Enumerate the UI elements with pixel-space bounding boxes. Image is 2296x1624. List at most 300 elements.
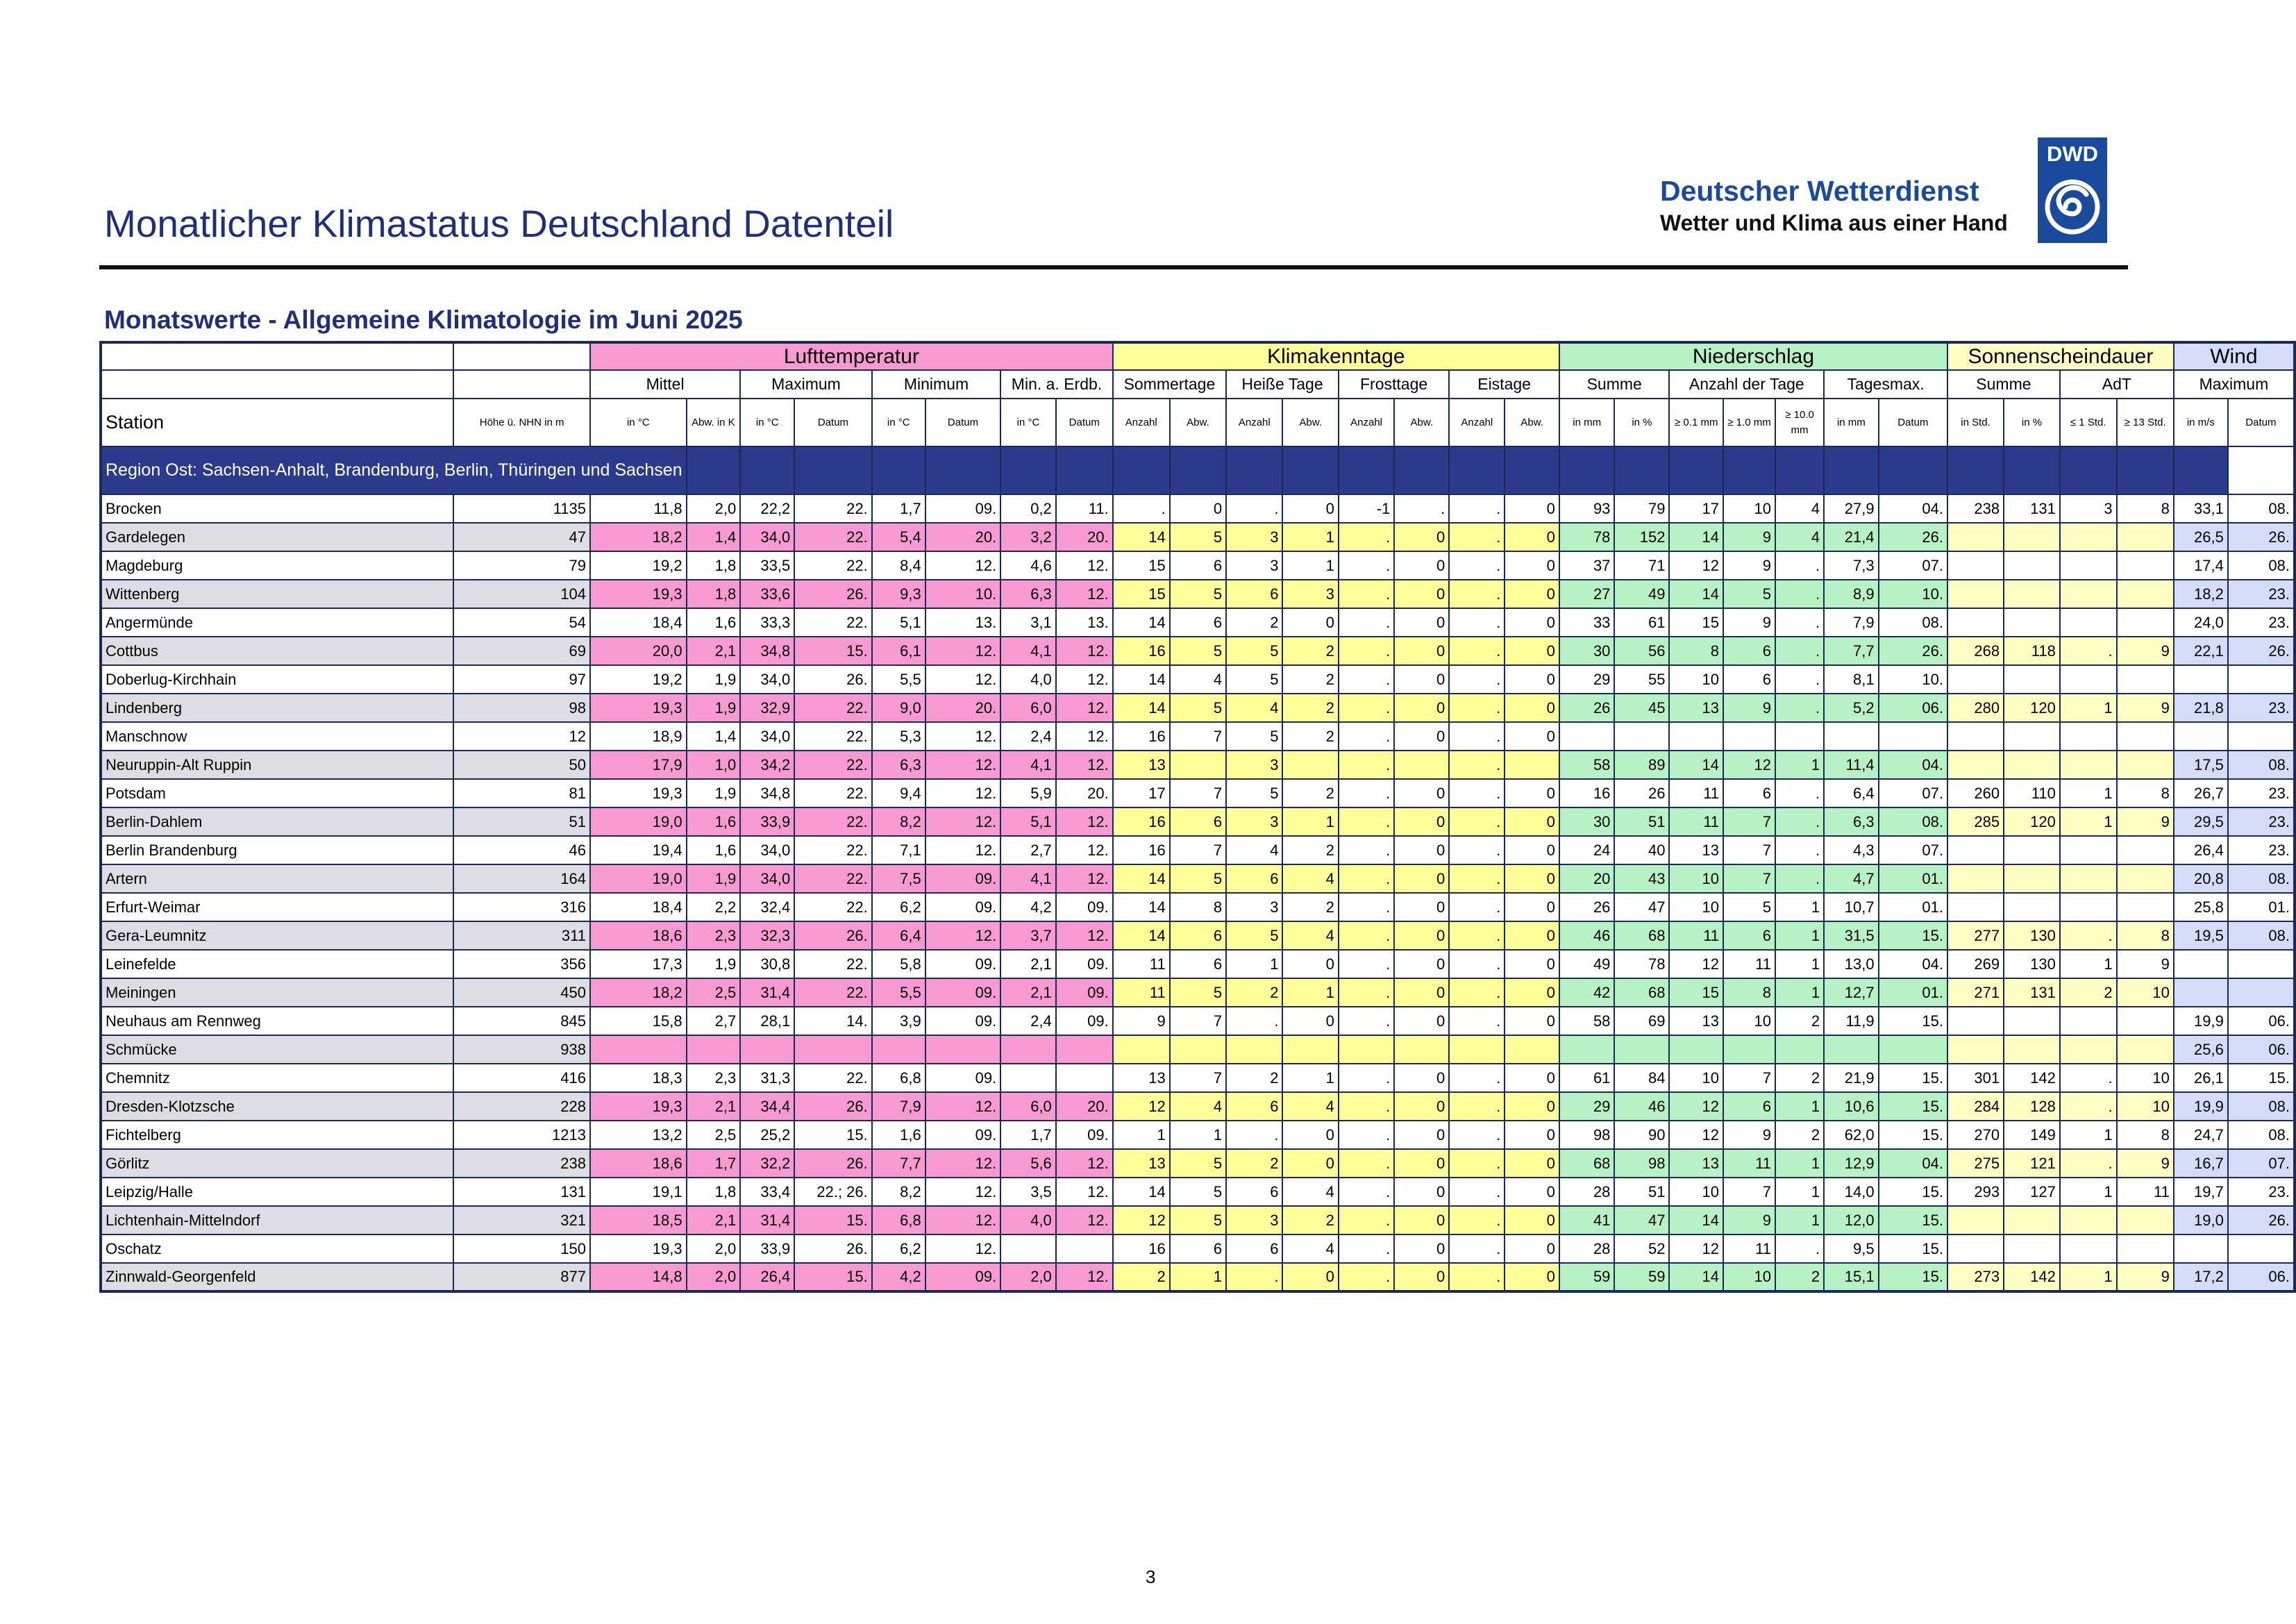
- value-cell: [2004, 551, 2060, 580]
- value-cell: 2,0: [687, 1234, 741, 1263]
- value-cell: 6: [1226, 1178, 1282, 1206]
- value-cell: 33,6: [740, 580, 794, 608]
- unit-header: Anzahl: [1113, 399, 1170, 446]
- value-cell: 7,1: [872, 836, 925, 864]
- value-cell: 12,7: [1824, 978, 1878, 1007]
- value-cell: 5: [1170, 1178, 1226, 1206]
- value-cell: 1,4: [687, 722, 741, 751]
- value-cell: 15.: [1879, 1234, 1947, 1263]
- value-cell: .: [1449, 1064, 1505, 1092]
- value-cell: 08.: [1879, 807, 1947, 836]
- value-cell: 01.: [1879, 864, 1947, 893]
- station-name-cell: Lindenberg: [101, 694, 453, 722]
- value-cell: [2004, 1035, 2060, 1064]
- value-cell: 25,2: [740, 1121, 794, 1149]
- station-name-cell: Görlitz: [101, 1149, 453, 1178]
- value-cell: 32,9: [740, 694, 794, 722]
- station-height-cell: 79: [453, 551, 590, 580]
- station-height-cell: 238: [453, 1149, 590, 1178]
- value-cell: 26,4: [2174, 836, 2228, 864]
- station-height-cell: 46: [453, 836, 590, 864]
- value-cell: 20.: [1056, 779, 1113, 807]
- value-cell: 32,3: [740, 921, 794, 950]
- value-cell: 15.: [794, 1206, 872, 1234]
- value-cell: 6: [1226, 1092, 1282, 1121]
- value-cell: [1282, 751, 1338, 779]
- value-cell: 2,7: [687, 1007, 741, 1035]
- value-cell: 7,3: [1824, 551, 1878, 580]
- value-cell: 12.: [925, 665, 1001, 694]
- blank-cell: [453, 370, 590, 399]
- value-cell: 22.: [794, 523, 872, 551]
- value-cell: 6,4: [872, 921, 925, 950]
- value-cell: 12.: [1056, 807, 1113, 836]
- value-cell: [1775, 722, 1824, 751]
- value-cell: 4,6: [1000, 551, 1056, 580]
- value-cell: 13: [1113, 1149, 1170, 1178]
- value-cell: 0: [1394, 836, 1449, 864]
- value-cell: 5: [1170, 1149, 1226, 1178]
- value-cell: 0: [1394, 1007, 1449, 1035]
- value-cell: .: [1113, 494, 1170, 523]
- value-cell: 18,2: [590, 978, 687, 1007]
- value-cell: 9: [2117, 807, 2174, 836]
- value-cell: 0: [1394, 921, 1449, 950]
- value-cell: 4: [1282, 921, 1338, 950]
- region-cell: [2060, 446, 2117, 494]
- value-cell: 0: [1505, 779, 1559, 807]
- value-cell: .: [1339, 950, 1394, 978]
- value-cell: 1: [2060, 807, 2117, 836]
- value-cell: 6,3: [1824, 807, 1878, 836]
- value-cell: 3: [1226, 1206, 1282, 1234]
- unit-header: Anzahl: [1449, 399, 1505, 446]
- value-cell: 68: [1559, 1149, 1615, 1178]
- region-cell: [1113, 446, 1170, 494]
- value-cell: 17,3: [590, 950, 687, 978]
- blank-cell: [101, 342, 453, 370]
- value-cell: 0: [1394, 864, 1449, 893]
- value-cell: 12.: [925, 751, 1001, 779]
- value-cell: 13: [1669, 1007, 1723, 1035]
- unit-header: ≥ 0.1 mm: [1669, 399, 1723, 446]
- value-cell: 16: [1113, 637, 1170, 665]
- value-cell: 6: [1723, 637, 1775, 665]
- value-cell: 7: [1170, 1007, 1226, 1035]
- value-cell: 93: [1559, 494, 1615, 523]
- value-cell: 293: [1947, 1178, 2004, 1206]
- value-cell: 10.: [925, 580, 1001, 608]
- value-cell: 40: [1614, 836, 1669, 864]
- value-cell: 1,8: [687, 551, 741, 580]
- value-cell: 08.: [2228, 494, 2295, 523]
- value-cell: 1: [1775, 978, 1824, 1007]
- value-cell: [1000, 1234, 1056, 1263]
- value-cell: 3,5: [1000, 1178, 1056, 1206]
- value-cell: 8: [1170, 893, 1226, 921]
- region-cell: [2117, 446, 2174, 494]
- group-header-row: [101, 342, 2295, 370]
- region-cell: [1282, 446, 1338, 494]
- value-cell: 2,0: [687, 494, 741, 523]
- table-row: [101, 722, 2295, 751]
- station-name-cell: Lichtenhain-Mittelndorf: [101, 1206, 453, 1234]
- value-cell: 17,5: [2174, 751, 2228, 779]
- value-cell: 14: [1113, 893, 1170, 921]
- value-cell: .: [1339, 1007, 1394, 1035]
- value-cell: 0: [1394, 893, 1449, 921]
- value-cell: 6,1: [872, 637, 925, 665]
- value-cell: 06.: [1879, 694, 1947, 722]
- value-cell: 2: [1282, 893, 1338, 921]
- value-cell: 2,0: [1000, 1263, 1056, 1291]
- value-cell: .: [1339, 637, 1394, 665]
- station-name-cell: Erfurt-Weimar: [101, 893, 453, 921]
- value-cell: 12: [1669, 1234, 1723, 1263]
- value-cell: .: [1226, 494, 1282, 523]
- value-cell: [1947, 580, 2004, 608]
- value-cell: .: [1449, 921, 1505, 950]
- value-cell: 12.: [1056, 751, 1113, 779]
- value-cell: [2004, 608, 2060, 637]
- value-cell: 30: [1559, 807, 1615, 836]
- value-cell: 22.: [794, 893, 872, 921]
- value-cell: 18,5: [590, 1206, 687, 1234]
- value-cell: [1723, 1035, 1775, 1064]
- value-cell: 7: [1170, 779, 1226, 807]
- value-cell: .: [1449, 807, 1505, 836]
- value-cell: 98: [1614, 1149, 1669, 1178]
- climate-table: [99, 341, 2296, 1293]
- subgroup-maximum: Maximum: [740, 370, 872, 399]
- value-cell: 4: [1170, 665, 1226, 694]
- value-cell: 49: [1614, 580, 1669, 608]
- value-cell: [2060, 1206, 2117, 1234]
- value-cell: 12.: [1056, 1206, 1113, 1234]
- value-cell: 01.: [2228, 893, 2295, 921]
- value-cell: [2060, 1234, 2117, 1263]
- value-cell: [2004, 864, 2060, 893]
- table-row: [101, 1263, 2295, 1291]
- value-cell: .: [2060, 637, 2117, 665]
- value-cell: [872, 1035, 925, 1064]
- value-cell: 26.: [2228, 1206, 2295, 1234]
- value-cell: .: [1449, 978, 1505, 1007]
- region-cell: [1170, 446, 1226, 494]
- value-cell: 22.: [794, 950, 872, 978]
- station-height-cell: 845: [453, 1007, 590, 1035]
- value-cell: 6: [1723, 779, 1775, 807]
- value-cell: 32,4: [740, 893, 794, 921]
- value-cell: [2174, 978, 2228, 1007]
- value-cell: 0: [1505, 722, 1559, 751]
- value-cell: 33,5: [740, 551, 794, 580]
- value-cell: 34,2: [740, 751, 794, 779]
- value-cell: 1: [1775, 893, 1824, 921]
- value-cell: [1947, 751, 2004, 779]
- value-cell: 09.: [925, 893, 1001, 921]
- value-cell: 5: [1226, 921, 1282, 950]
- value-cell: .: [2060, 1064, 2117, 1092]
- value-cell: 34,0: [740, 864, 794, 893]
- value-cell: 30,8: [740, 950, 794, 978]
- value-cell: 15.: [1879, 1064, 1947, 1092]
- station-height-cell: 104: [453, 580, 590, 608]
- value-cell: 4: [1282, 864, 1338, 893]
- value-cell: 14: [1669, 523, 1723, 551]
- value-cell: 34,0: [740, 523, 794, 551]
- value-cell: 6: [1723, 921, 1775, 950]
- table-row: [101, 1234, 2295, 1263]
- value-cell: 1,6: [687, 807, 741, 836]
- station-name-cell: Chemnitz: [101, 1064, 453, 1092]
- value-cell: .: [1449, 779, 1505, 807]
- value-cell: 3,1: [1000, 608, 1056, 637]
- value-cell: 09.: [925, 1121, 1001, 1149]
- value-cell: .: [2060, 921, 2117, 950]
- value-cell: 78: [1614, 950, 1669, 978]
- value-cell: [590, 1035, 687, 1064]
- subgroup-wind-maximum: Maximum: [2174, 370, 2295, 399]
- value-cell: [2117, 580, 2174, 608]
- value-cell: .: [1339, 580, 1394, 608]
- value-cell: 29: [1559, 1092, 1615, 1121]
- value-cell: 14: [1113, 523, 1170, 551]
- value-cell: 15.: [794, 1121, 872, 1149]
- value-cell: 10: [1669, 1178, 1723, 1206]
- value-cell: .: [1449, 551, 1505, 580]
- value-cell: 16: [1113, 722, 1170, 751]
- table-row: [101, 1121, 2295, 1149]
- value-cell: [2004, 751, 2060, 779]
- value-cell: 12.: [925, 1178, 1001, 1206]
- value-cell: 23.: [2228, 807, 2295, 836]
- value-cell: 1: [1775, 1092, 1824, 1121]
- value-cell: 11: [1669, 807, 1723, 836]
- station-name-cell: Zinnwald-Georgenfeld: [101, 1263, 453, 1291]
- unit-header: in Std.: [1947, 399, 2004, 446]
- value-cell: .: [1339, 722, 1394, 751]
- value-cell: 15: [1113, 580, 1170, 608]
- value-cell: 8,1: [1824, 665, 1878, 694]
- station-height-cell: 321: [453, 1206, 590, 1234]
- value-cell: 71: [1614, 551, 1669, 580]
- value-cell: 5: [1170, 694, 1226, 722]
- value-cell: 2: [1775, 1064, 1824, 1092]
- value-cell: 06.: [2228, 1007, 2295, 1035]
- value-cell: .: [1339, 665, 1394, 694]
- subgroup-niederschlag-summe: Summe: [1559, 370, 1670, 399]
- subgroup-minimum: Minimum: [872, 370, 1001, 399]
- value-cell: 13,0: [1824, 950, 1878, 978]
- value-cell: 2,1: [1000, 950, 1056, 978]
- value-cell: 2: [1226, 608, 1282, 637]
- value-cell: 2,7: [1000, 836, 1056, 864]
- value-cell: .: [1339, 608, 1394, 637]
- value-cell: 11: [1113, 978, 1170, 1007]
- value-cell: .: [1449, 1206, 1505, 1234]
- value-cell: 07.: [1879, 551, 1947, 580]
- value-cell: 12.: [925, 921, 1001, 950]
- value-cell: 58: [1559, 1007, 1615, 1035]
- value-cell: 0: [1505, 1064, 1559, 1092]
- value-cell: 7: [1723, 864, 1775, 893]
- value-cell: 34,8: [740, 637, 794, 665]
- value-cell: 26: [1614, 779, 1669, 807]
- value-cell: 34,4: [740, 1092, 794, 1121]
- value-cell: 8,2: [872, 1178, 925, 1206]
- value-cell: 20.: [1056, 523, 1113, 551]
- value-cell: 22.: [794, 978, 872, 1007]
- value-cell: 43: [1614, 864, 1669, 893]
- value-cell: 9: [2117, 950, 2174, 978]
- value-cell: 09.: [1056, 893, 1113, 921]
- value-cell: .: [1775, 637, 1824, 665]
- value-cell: 301: [1947, 1064, 2004, 1092]
- value-cell: 0: [1505, 1206, 1559, 1234]
- value-cell: 34,0: [740, 722, 794, 751]
- value-cell: 2: [1282, 694, 1338, 722]
- value-cell: 12: [1723, 751, 1775, 779]
- value-cell: 17: [1113, 779, 1170, 807]
- value-cell: 0: [1505, 950, 1559, 978]
- value-cell: 20.: [925, 694, 1001, 722]
- region-cell: [1947, 446, 2004, 494]
- value-cell: [2117, 665, 2174, 694]
- table-row: [101, 637, 2295, 665]
- value-cell: 6: [1170, 608, 1226, 637]
- value-cell: 12: [1113, 1206, 1170, 1234]
- unit-header: Abw.: [1505, 399, 1559, 446]
- value-cell: 2: [1226, 1149, 1282, 1178]
- value-cell: 61: [1614, 608, 1669, 637]
- value-cell: 20,0: [590, 637, 687, 665]
- value-cell: 16: [1559, 779, 1615, 807]
- station-height-cell: 356: [453, 950, 590, 978]
- subgroup-sommertage: Sommertage: [1113, 370, 1226, 399]
- value-cell: 25,6: [2174, 1035, 2228, 1064]
- value-cell: .: [1775, 807, 1824, 836]
- value-cell: 3: [2060, 494, 2117, 523]
- value-cell: 130: [2004, 950, 2060, 978]
- value-cell: 110: [2004, 779, 2060, 807]
- value-cell: 19,1: [590, 1178, 687, 1206]
- value-cell: 23.: [2228, 694, 2295, 722]
- value-cell: 15: [1669, 978, 1723, 1007]
- value-cell: .: [1775, 551, 1824, 580]
- value-cell: [925, 1035, 1001, 1064]
- value-cell: 12.: [1056, 921, 1113, 950]
- value-cell: 275: [1947, 1149, 2004, 1178]
- value-cell: 4,0: [1000, 1206, 1056, 1234]
- value-cell: 142: [2004, 1064, 2060, 1092]
- value-cell: 7: [1723, 807, 1775, 836]
- value-cell: 33,9: [740, 807, 794, 836]
- value-cell: 9,4: [872, 779, 925, 807]
- value-cell: 26.: [1879, 637, 1947, 665]
- value-cell: 19,3: [590, 694, 687, 722]
- value-cell: .: [1449, 751, 1505, 779]
- station-height-cell: 1213: [453, 1121, 590, 1149]
- value-cell: .: [1339, 1234, 1394, 1263]
- value-cell: 7,9: [1824, 608, 1878, 637]
- value-cell: 1: [1775, 1206, 1824, 1234]
- value-cell: .: [1449, 694, 1505, 722]
- value-cell: 34,8: [740, 779, 794, 807]
- region-cell: [1723, 446, 1775, 494]
- unit-header: in mm: [1559, 399, 1615, 446]
- value-cell: 0: [1505, 893, 1559, 921]
- value-cell: 0: [1505, 864, 1559, 893]
- value-cell: 49: [1559, 950, 1615, 978]
- station-name-cell: Angermünde: [101, 608, 453, 637]
- unit-header: in °C: [1000, 399, 1056, 446]
- value-cell: 26.: [794, 921, 872, 950]
- value-cell: 8,9: [1824, 580, 1878, 608]
- value-cell: 4,1: [1000, 637, 1056, 665]
- value-cell: 6,0: [1000, 1092, 1056, 1121]
- page-number: 3: [1146, 1566, 1156, 1587]
- value-cell: 284: [1947, 1092, 2004, 1121]
- value-cell: 6: [1723, 665, 1775, 694]
- value-cell: 0: [1505, 694, 1559, 722]
- value-cell: 6: [1170, 551, 1226, 580]
- station-height-cell: 51: [453, 807, 590, 836]
- value-cell: 20: [1559, 864, 1615, 893]
- unit-header: Abw.: [1282, 399, 1338, 446]
- unit-header: in m/s: [2174, 399, 2228, 446]
- value-cell: 8: [2117, 921, 2174, 950]
- value-cell: 22.: [794, 694, 872, 722]
- value-cell: 10: [1669, 1064, 1723, 1092]
- value-cell: 09.: [925, 494, 1001, 523]
- value-cell: [1947, 864, 2004, 893]
- value-cell: 1,7: [1000, 1121, 1056, 1149]
- value-cell: 1,0: [687, 751, 741, 779]
- table-row: [101, 807, 2295, 836]
- value-cell: [1559, 1035, 1615, 1064]
- value-cell: 1: [1282, 1064, 1338, 1092]
- unit-header: in °C: [740, 399, 794, 446]
- value-cell: 2: [1282, 722, 1338, 751]
- table-row: [101, 1092, 2295, 1121]
- value-cell: 2,4: [1000, 1007, 1056, 1035]
- value-cell: 22,2: [740, 494, 794, 523]
- value-cell: .: [1775, 1234, 1824, 1263]
- value-cell: .: [1339, 1064, 1394, 1092]
- value-cell: 7: [1723, 836, 1775, 864]
- value-cell: [687, 1035, 741, 1064]
- value-cell: 18,2: [590, 523, 687, 551]
- value-cell: 08.: [2228, 751, 2295, 779]
- value-cell: 12.: [1056, 665, 1113, 694]
- value-cell: [2004, 1234, 2060, 1263]
- value-cell: 15.: [1879, 1263, 1947, 1291]
- value-cell: 7: [1723, 1178, 1775, 1206]
- unit-header: Datum: [1879, 399, 1947, 446]
- value-cell: 2,1: [687, 637, 741, 665]
- region-cell: [2004, 446, 2060, 494]
- value-cell: 11,9: [1824, 1007, 1878, 1035]
- value-cell: 2,0: [687, 1263, 741, 1291]
- value-cell: [2060, 864, 2117, 893]
- value-cell: 12.: [1056, 580, 1113, 608]
- value-cell: 0: [1505, 1178, 1559, 1206]
- value-cell: .: [1449, 523, 1505, 551]
- value-cell: 17: [1669, 494, 1723, 523]
- value-cell: 19,3: [590, 1234, 687, 1263]
- station-name-cell: Berlin-Dahlem: [101, 807, 453, 836]
